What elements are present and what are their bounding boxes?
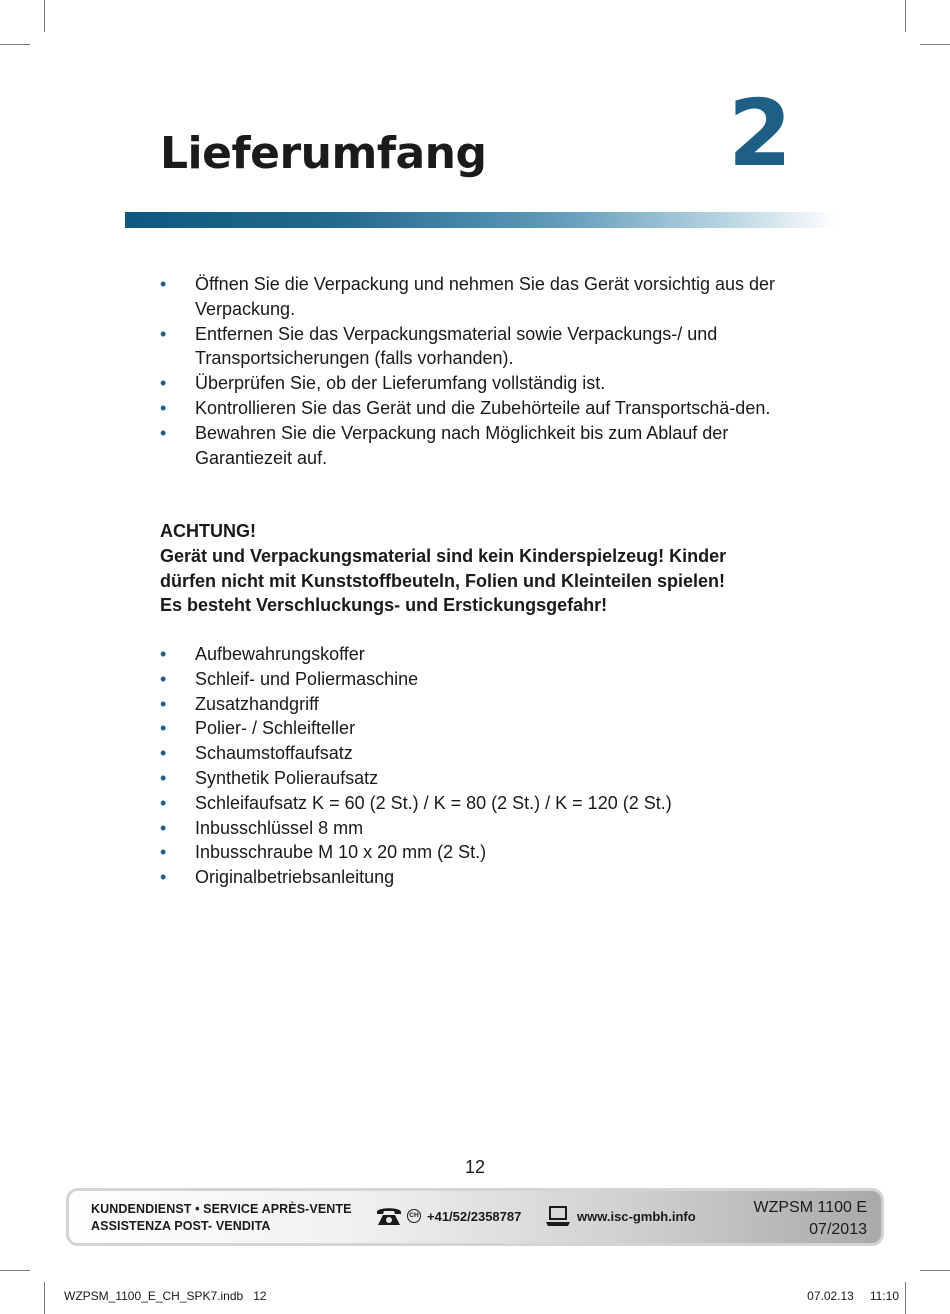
- bullet-icon: •: [160, 693, 167, 714]
- contents-list: [160, 642, 800, 890]
- chapter-number: 2: [728, 80, 793, 187]
- list-item: [160, 272, 800, 322]
- crop-mark: [44, 0, 45, 32]
- warning-line: Es besteht Verschluckungs- und Erstickungsgefahr!: [160, 595, 608, 616]
- crop-mark: [0, 44, 30, 45]
- instruction-text: Bewahren Sie die Verpackung nach Möglichkeit bis zum Ablauf der Garantiezeit auf.: [195, 422, 729, 468]
- bullet-icon: •: [160, 792, 167, 813]
- website-link: www.isc-gmbh.info: [577, 1208, 696, 1224]
- bullet-icon: •: [160, 323, 167, 344]
- bullet-icon: •: [160, 397, 167, 418]
- model-date: 07/2013: [809, 1221, 867, 1238]
- telephone-icon: [375, 1205, 403, 1227]
- crop-mark: [0, 1270, 30, 1271]
- instruction-text: Entfernen Sie das Verpackungsmaterial sowie Verpackungs-/ und Transportsicherungen (falls vorhanden).: [195, 323, 718, 369]
- bullet-icon: •: [160, 817, 167, 838]
- contents-item-text: Inbusschraube M 10 x 20 mm (2 St.): [195, 842, 487, 863]
- phone-contact: [375, 1205, 521, 1227]
- list-item: [160, 421, 800, 471]
- contents-item-text: Polier- / Schleifteller: [195, 718, 356, 739]
- web-contact: [545, 1205, 696, 1227]
- list-item: [160, 642, 800, 667]
- crop-mark: [905, 1282, 906, 1314]
- list-item: [160, 865, 800, 890]
- bullet-icon: •: [160, 644, 167, 664]
- instruction-text: Überprüfen Sie, ob der Lieferumfang vollständig ist.: [195, 373, 606, 394]
- service-line: KUNDENDIENST • SERVICE APRÈS-VENTE: [91, 1202, 352, 1216]
- contents-item-text: Schleif- und Poliermaschine: [195, 668, 419, 689]
- list-item: [160, 396, 800, 421]
- phone-number: +41/52/2358787: [427, 1208, 522, 1224]
- service-footer: [66, 1188, 884, 1246]
- contents-item-text: Schleifaufsatz K = 60 (2 St.) / K = 80 (2 St.) / K = 120 (2 St.): [195, 792, 672, 813]
- model-info: [753, 1197, 867, 1241]
- country-badge: CH: [407, 1209, 421, 1223]
- bullet-icon: •: [160, 842, 167, 863]
- contents-item-text: Zusatzhandgriff: [195, 693, 319, 714]
- model-name: WZPSM 1100 E: [753, 1199, 867, 1216]
- list-item: [160, 716, 800, 741]
- print-slug-date: 07.02.13: [807, 1289, 854, 1303]
- list-item: [160, 741, 800, 766]
- contents-item-text: Inbusschlüssel 8 mm: [195, 817, 364, 838]
- crop-mark: [920, 44, 950, 45]
- list-item: [160, 692, 800, 717]
- crop-mark: [905, 0, 906, 32]
- warning-heading: ACHTUNG!: [160, 521, 256, 541]
- bullet-icon: •: [160, 767, 167, 788]
- contents-item-text: Originalbetriebsanleitung: [195, 867, 395, 888]
- print-slug-file: WZPSM_1100_E_CH_SPK7.indb 12: [64, 1289, 267, 1303]
- instruction-text: Kontrollieren Sie das Gerät und die Zubehörteile auf Transportschä-den.: [195, 397, 771, 418]
- list-item: [160, 667, 800, 692]
- print-slug-time: 11:10: [869, 1289, 899, 1303]
- instructions-list: [160, 272, 800, 470]
- list-item: [160, 791, 800, 816]
- header-divider-bar: [125, 212, 837, 228]
- contents-item-text: Aufbewahrungskoffer: [195, 644, 365, 664]
- contents-item-text: Schaumstoffaufsatz: [195, 743, 353, 764]
- bullet-icon: •: [160, 274, 167, 294]
- warning-line: dürfen nicht mit Kunststoffbeuteln, Folien und Kleinteilen spielen!: [160, 570, 726, 591]
- laptop-icon: [545, 1205, 571, 1227]
- list-item: [160, 816, 800, 841]
- contents-item-text: Synthetik Polieraufsatz: [195, 767, 379, 788]
- bullet-icon: •: [160, 743, 167, 764]
- bullet-icon: •: [160, 718, 167, 739]
- service-label: [91, 1201, 352, 1235]
- bullet-icon: •: [160, 867, 167, 888]
- crop-mark: [44, 1282, 45, 1314]
- instruction-text: Öffnen Sie die Verpackung und nehmen Sie das Gerät vorsichtig aus der Verpackung.: [195, 274, 776, 319]
- list-item: [160, 766, 800, 791]
- page-number: 12: [464, 1157, 486, 1177]
- print-slug-timestamp: [807, 1289, 899, 1303]
- bullet-icon: •: [160, 668, 167, 689]
- service-line: ASSISTENZA POST- VENDITA: [91, 1219, 271, 1233]
- list-item: [160, 371, 800, 396]
- crop-mark: [920, 1270, 950, 1271]
- warning-block: [160, 519, 820, 618]
- bullet-icon: •: [160, 422, 167, 443]
- page-title: Lieferumfang: [160, 128, 487, 179]
- list-item: [160, 322, 800, 372]
- bullet-icon: •: [160, 373, 167, 394]
- warning-line: Gerät und Verpackungsmaterial sind kein Kinderspielzeug! Kinder: [160, 545, 727, 566]
- list-item: [160, 840, 800, 865]
